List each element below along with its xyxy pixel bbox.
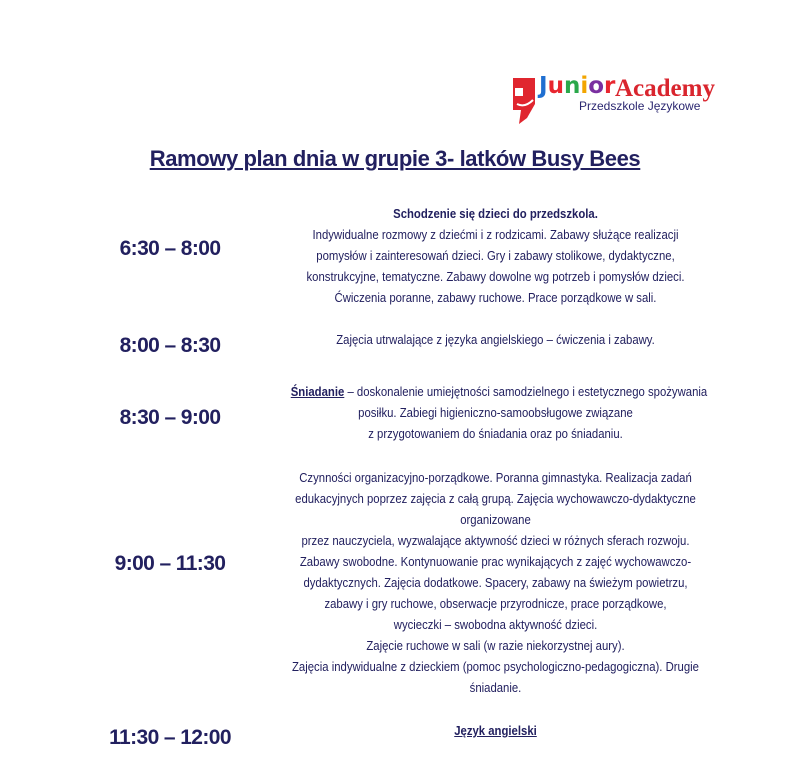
logo-letter: n [563,73,581,99]
page-title: Ramowy plan dnia w grupie 3- latków Busy Bees [149,146,641,171]
activity-description [291,330,701,351]
activity-line: Indywidualne rozmowy z dziećmi i z rodzicami. Zabawy służące realizacji [312,228,679,242]
activity-line: zabawy i gry ruchowe, obserwacje przyrodnicze, prace porządkowe, [324,597,667,611]
activity-line: Zajęcia utrwalające z języka angielskiego – ćwiczenia i zabawy. [336,333,655,347]
logo-letter: u [547,73,564,99]
activity-line: Zajęcia indywidualne z dzieckiem (pomoc psychologiczno-pedagogiczna). Drugie [292,660,699,674]
activity-heading: Język angielski [454,724,537,738]
activity-description [290,382,708,445]
activity-lead: Śniadanie [290,385,345,399]
logo-subtitle: Przedszkole Językowe [579,99,701,113]
activity-description [291,721,701,742]
activity-line: z przygotowaniem do śniadania oraz po śniadaniu. [368,427,623,441]
time-slot: 9:00 – 11:30 [114,552,226,575]
logo-letter: i [580,73,589,99]
logo-letter: J [539,73,548,99]
activity-lead-rest: – doskonalenie umiejętności samodzielnego i estetycznego spożywania [344,385,708,399]
activity-heading: Schodzenie się dzieci do przedszkola. [393,207,598,221]
activity-line: śniadanie. [469,681,522,695]
activity-line: organizowane [460,513,531,527]
logo-academy-text: Academy [615,75,715,102]
time-slot: 8:00 – 8:30 [119,334,221,357]
time-slot: 6:30 – 8:00 [119,237,221,260]
activity-line: dydaktycznych. Zajęcia dodatkowe. Spacery, zabawy na świeżym powietrzu, [303,576,688,590]
activity-line: Zajęcie ruchowe w sali (w razie niekorzystnej aury). [366,639,625,653]
logo-junior-text [539,73,615,99]
activity-line: pomysłów i zainteresowań dzieci. Gry i zabawy stolikowe, dydaktyczne, [316,249,675,263]
activity-line: Ćwiczenia poranne, zabawy ruchowe. Prace porządkowe w sali. [334,291,657,305]
logo-letter: r [604,73,616,99]
junior-academy-logo [509,72,724,130]
logo-letter: o [588,73,605,99]
logo-mark-icon [509,74,539,126]
activity-line: wycieczki – swobodna aktywność dzieci. [393,618,598,632]
activity-line: Zabawy swobodne. Kontynuowanie prac wynikających z zajęć wychowawczo- [299,555,692,569]
activity-description [291,204,701,309]
activity-line: edukacyjnych poprzez zajęcia z całą grupą. Zajęcia wychowawczo-dydaktyczne [295,492,696,506]
activity-line: przez nauczyciela, wyzwalające aktywność dzieci w różnych sferach rozwoju. [301,534,690,548]
activity-description [291,468,701,699]
activity-line: Czynności organizacyjno-porządkowe. Poranna gimnastyka. Realizacja zadań [299,471,692,485]
activity-line: posiłku. Zabiegi higieniczno-samoobsługowe związane [358,406,633,420]
activity-line: konstrukcyjne, tematyczne. Zabawy dowolne wg potrzeb i pomysłów dzieci. [306,270,685,284]
time-slot: 11:30 – 12:00 [109,726,231,749]
time-slot: 8:30 – 9:00 [119,406,221,429]
